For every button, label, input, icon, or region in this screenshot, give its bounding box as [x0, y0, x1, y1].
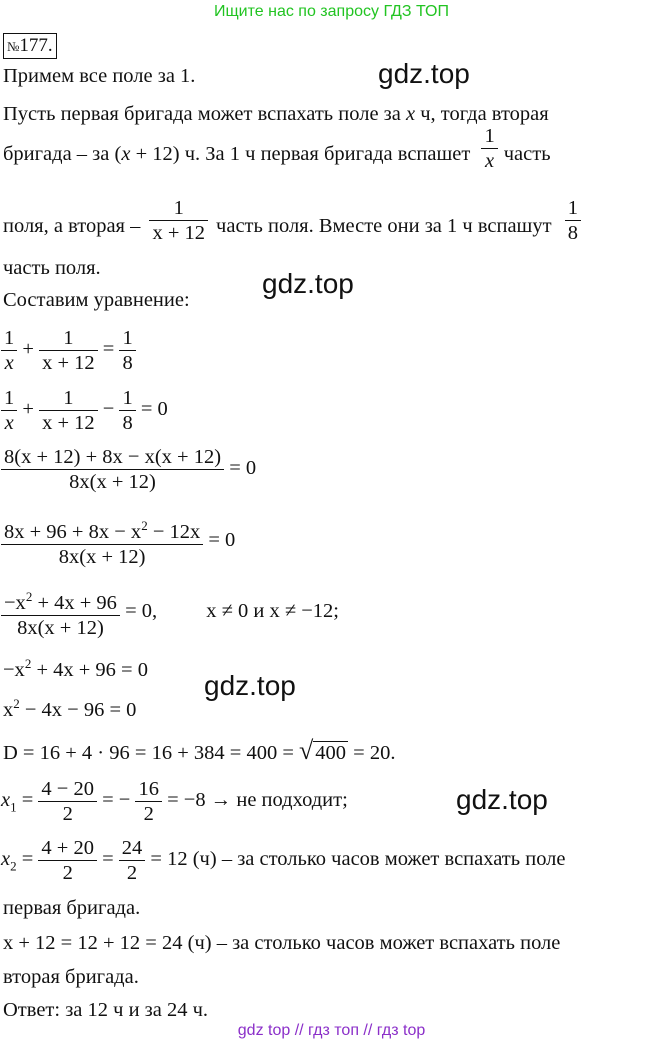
text-l3a: бригада – за ( [3, 143, 122, 166]
text-l2a: Пусть первая бригада может вспахать поле за [3, 103, 407, 125]
eq5-den: 8x(x + 12) [1, 615, 120, 640]
bottom-banner: gdz top // гдз топ // гдз top [237, 1022, 426, 1039]
frac-num: 1 [567, 197, 578, 219]
eq2-tail: = 0 [140, 398, 168, 421]
root-x2: $x_2$ = $\frac{4 + 20}{2}$ = $\frac{24}{2}$ = 12 (ч) – за столько часов может вспахать поле [1, 837, 566, 884]
equals-sign: = [102, 338, 115, 361]
var-x: x [406, 103, 416, 125]
equation-4: $\frac{8x + 96 + 8x - x^2 - 12x}{8x(x + 12)}$ = 0 [1, 514, 235, 569]
fraction-1-over-8 [565, 196, 581, 245]
text-line-4 [3, 197, 581, 245]
text-l3b: + 12) ч. За 1 ч первая бригада вспашет [130, 143, 471, 166]
answer: Ответ: за 12 ч и за 24 ч. [3, 999, 209, 1021]
equation-2: $\frac{1}{x}$ + $\frac{1}{x + 12}$ − $\frac{1}{8}$ = 0 [1, 386, 168, 435]
number-sign: № [7, 39, 20, 54]
text-l2b: ч, тогда вторая [415, 103, 549, 125]
root-x2-line2: первая бригада. [3, 897, 141, 919]
watermark-4: gdz.top [456, 784, 548, 815]
frac-den: 8 [565, 220, 581, 245]
equation-5: $\frac{-x^2 + 4x + 96}{8x(x + 12)}$ = 0, x ≠ 0 и x ≠ −12; [1, 585, 339, 640]
sqrt-radicand: 400 [315, 742, 347, 764]
text-line-6: Составим уравнение: [3, 289, 190, 311]
text-l4a: поля, а вторая – [3, 215, 141, 238]
eq5-condition: x ≠ 0 и x ≠ −12; [206, 600, 339, 623]
eq4-den: 8x(x + 12) [1, 544, 203, 569]
frac-num: 1 [173, 197, 184, 219]
second-team-line1: x + 12 = 12 + 12 = 24 (ч) – за столько часов может вспахать поле [3, 932, 561, 954]
frac-den: x + 12 [149, 220, 208, 245]
eq1-frac-3: $\frac{1}{8}$ [119, 326, 135, 375]
problem-number [3, 33, 57, 59]
equation-6: $-x^2 + 4x + 96 = 0$ [3, 656, 148, 681]
eq5-num: $-x^2 + 4x + 96$ [4, 589, 117, 614]
text-line-5: часть поля. [3, 257, 101, 279]
eq1-frac-2: $\frac{1}{x + 12}$ [39, 326, 98, 375]
plus-sign: + [22, 338, 34, 361]
top-banner: Ищите нас по запросу ГДЗ ТОП [214, 3, 449, 20]
eq3-den: 8x(x + 12) [1, 469, 224, 494]
text-line-1: Примем все поле за 1. [3, 65, 196, 87]
discriminant: D = 16 + 4 · 96 = 16 + 384 = 400 = √400 = 20. [3, 736, 396, 765]
equation-1 [1, 326, 136, 375]
text-l3c: часть [503, 143, 551, 166]
eq3-num: 8(x + 12) + 8x − x(x + 12) [4, 446, 222, 468]
eq1-frac-1: $\frac{1}{x}$ [1, 326, 17, 375]
equation-3: $\frac{8(x + 12) + 8x - x(x + 12)}{8x(x + 12)}$ = 0 [1, 445, 256, 494]
equation-7: $x^2 - 4x - 96 = 0$ [3, 696, 137, 721]
watermark-3: gdz.top [204, 670, 296, 701]
root-x1: $x_1$ = $\frac{4 - 20}{2}$ = − $\frac{16}{2}$ = −8 → не подходит; [1, 778, 348, 825]
problem-number-value: 177. [19, 35, 53, 56]
frac-den: x [481, 148, 497, 173]
frac-num: 1 [484, 125, 495, 147]
fraction-1-over-x [481, 124, 497, 173]
watermark-1: gdz.top [378, 58, 470, 89]
text-l4b: часть поля. Вместе они за 1 ч вспашут [216, 215, 552, 238]
second-team-line2: вторая бригада. [3, 966, 139, 988]
eq4-num: $8x + 96 + 8x - x^2 - 12x$ [4, 518, 201, 543]
text-line-2 [3, 101, 549, 127]
fraction-1-over-x-plus-12 [149, 196, 208, 245]
text-line-3 [3, 125, 551, 173]
var-x: x [121, 143, 131, 166]
watermark-2: gdz.top [262, 268, 354, 299]
